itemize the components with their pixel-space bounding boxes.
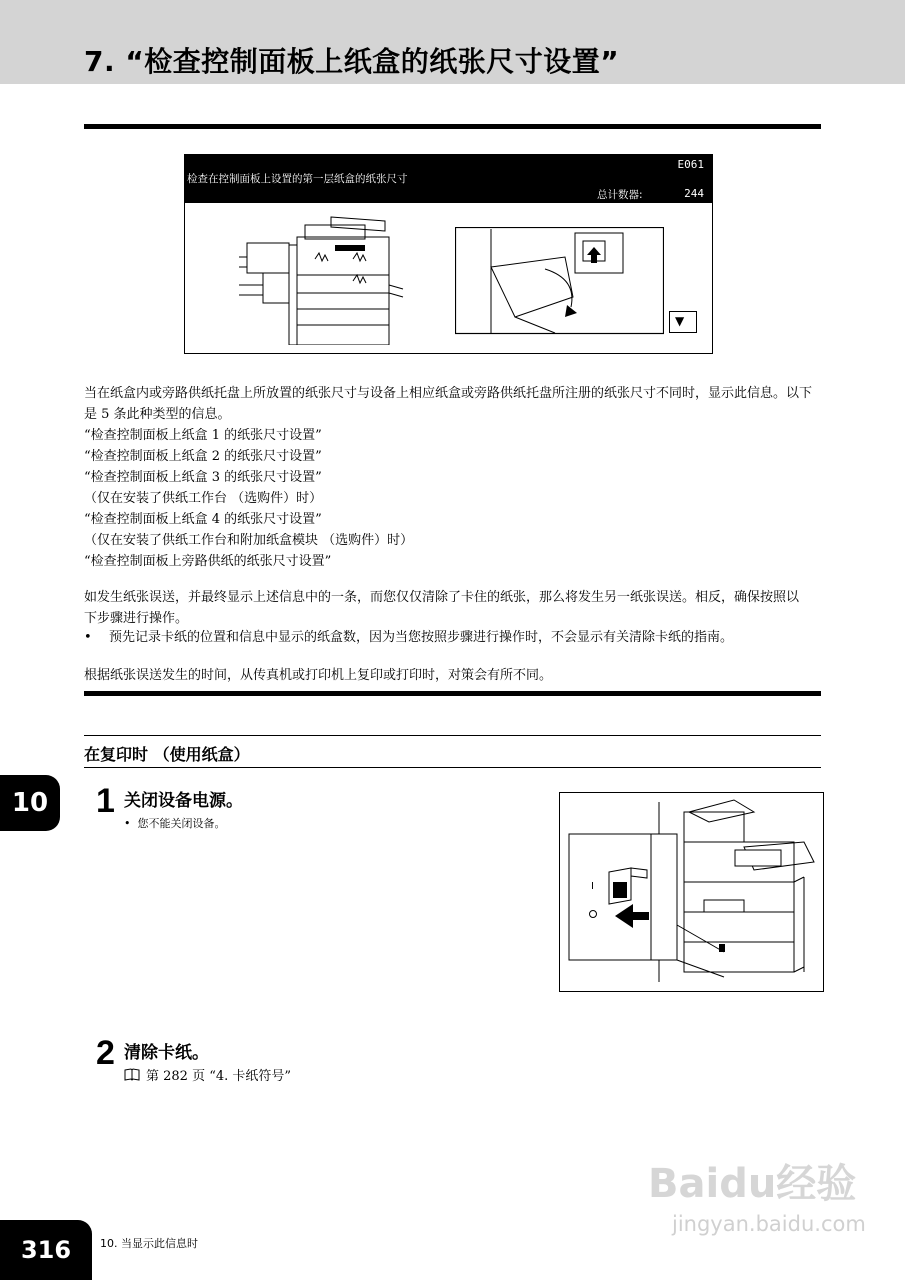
bullet-text: 预先记录卡纸的位置和信息中显示的纸盒数，因为当您按照步骤进行操作时，不会显示有关清除卡纸的指南。 [109, 630, 734, 645]
message-list-item: “检查控制面板上纸盒 4 的纸张尺寸设置” [84, 512, 322, 527]
section-rule-top [84, 735, 821, 736]
message-list-item: “检查控制面板上纸盒 3 的纸张尺寸设置” [84, 470, 322, 485]
chapter-tab[interactable]: 10 [0, 775, 60, 831]
bullet-marker: • [84, 630, 92, 645]
error-code: E061 [677, 158, 704, 171]
tray-detail-illustration [455, 227, 664, 335]
message-list-item: “检查控制面板上旁路供纸的纸张尺寸设置” [84, 554, 332, 569]
page-title: 7. “检查控制面板上纸盒的纸张尺寸设置” [84, 45, 620, 78]
step-number: 2 [96, 1034, 115, 1072]
message-list [84, 425, 821, 572]
description-paragraph-2: 如发生纸张误送，并最终显示上述信息中的一条，而您仅仅清除了卡住的纸张，那么将发生另一纸张误送。相反，确保按照以下步骤进行操作。 [84, 590, 800, 626]
counter-value: 244 [684, 187, 704, 200]
step-note-text: 您不能关闭设备。 [137, 817, 226, 830]
message-list-item: “检查控制面板上纸盒 2 的纸张尺寸设置” [84, 449, 322, 464]
counter-label: 总计数器: [597, 189, 643, 201]
section-rule-bottom [84, 767, 821, 768]
step-reference-text: 第 282 页 “4. 卡纸符号” [146, 1069, 292, 1084]
control-panel-screen [184, 154, 713, 354]
step-number: 1 [96, 782, 115, 820]
description-paragraph-3: 根据纸张误送发生的时间，从传真机或打印机上复印或打印时，对策会有所不同。 [84, 668, 553, 683]
page-number: 316 [0, 1220, 92, 1280]
step-title: 关闭设备电源。 [124, 791, 243, 811]
bullet-marker: • [124, 817, 138, 830]
scroll-down-button[interactable] [669, 311, 697, 333]
panel-message: 检查在控制面板上设置的第一层纸盒的纸张尺寸 [187, 173, 408, 185]
triangle-down-icon: ▼ [675, 314, 685, 328]
description-paragraph-1: 当在纸盒内或旁路供纸托盘上所放置的纸张尺寸与设备上相应纸盒或旁路供纸托盘所注册的纸张尺寸不同时，显示此信息。以下是 5 条此种类型的信息。 [84, 386, 813, 422]
message-list-item: （仅在安装了供纸工作台和附加纸盒模块 （选购件）时） [84, 533, 414, 548]
top-rule [84, 124, 821, 129]
message-bar [185, 155, 712, 203]
bottom-rule [84, 691, 821, 696]
machine-illustration [235, 215, 425, 345]
message-list-item: （仅在安装了供纸工作台 （选购件）时） [84, 491, 323, 506]
watermark-url: jingyan.baidu.com [672, 1212, 866, 1236]
svg-text:I: I [591, 881, 594, 892]
watermark-brand: Baidu经验 [648, 1161, 857, 1207]
book-icon [124, 1068, 140, 1081]
power-switch-illustration [559, 792, 824, 992]
footer-chapter-title: 10. 当显示此信息时 [100, 1237, 198, 1250]
message-list-item: “检查控制面板上纸盒 1 的纸张尺寸设置” [84, 428, 322, 443]
step-reference[interactable] [124, 1065, 291, 1084]
step-note [124, 815, 225, 831]
section-title: 在复印时 （使用纸盒） [84, 745, 250, 764]
step-title: 清除卡纸。 [124, 1043, 209, 1063]
